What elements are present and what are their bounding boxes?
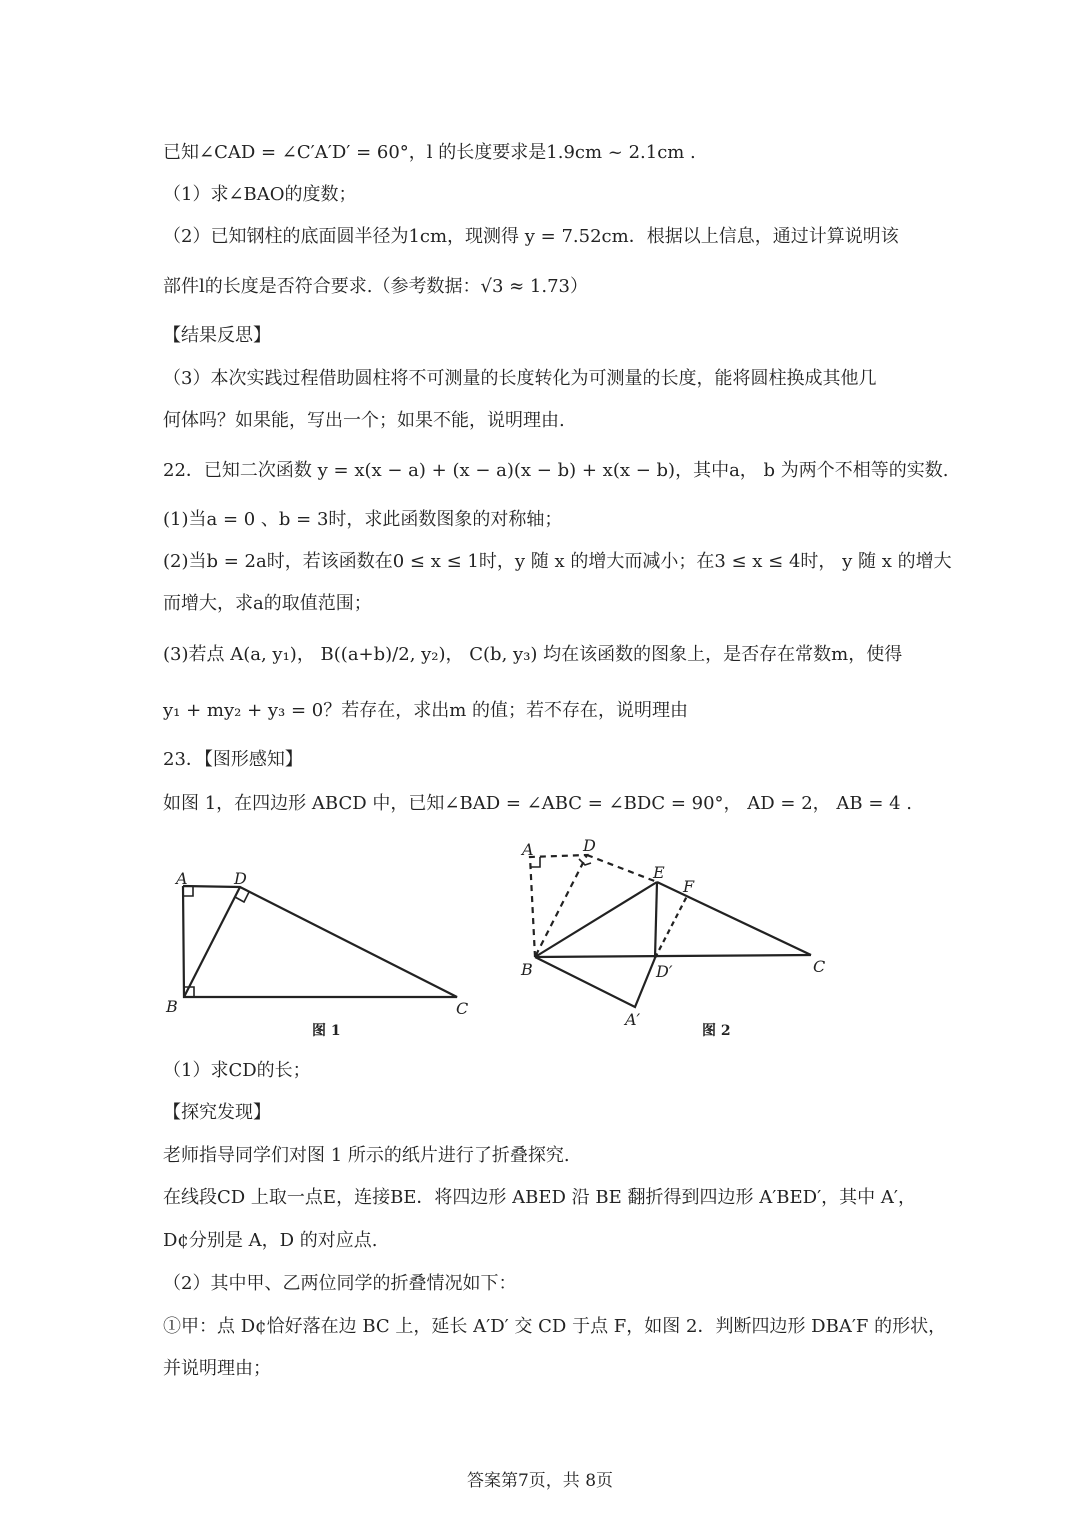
fig2-label-f: F — [683, 877, 695, 896]
fig2-label-e: E — [653, 863, 665, 882]
fig2-label-a: A — [522, 840, 534, 859]
text-line: 老师指导同学们对图 1 所示的纸片进行了折叠探究. — [163, 1145, 570, 1166]
text-line: 如图 1，在四边形 ABCD 中，已知∠BAD = ∠ABC = ∠BDC = 90°， AD = 2， AB = 4 . — [163, 793, 913, 814]
text-line: （1）求CD的长； — [163, 1060, 311, 1081]
text-line: (3)若点 A(a, y₁)， B((a+b)/2, y₂)， C(b, y₃) 均在该函数的图象上，是否存在常数m，使得 — [163, 644, 903, 665]
fig2-label-c: C — [813, 957, 826, 976]
text-line: （2）已知钢柱的底面圆半径为1cm，现测得 y = 7.52cm．根据以上信息，通过计算说明该 — [163, 226, 899, 247]
figure-2 — [515, 835, 845, 1045]
fig2-line-ed2 — [655, 882, 657, 958]
fig2-label-a-prime: A′ — [625, 1010, 641, 1029]
fig2-caption: 图 2 — [702, 1023, 731, 1039]
fig1-label-c: C — [456, 999, 469, 1018]
fig1-quad — [183, 886, 457, 997]
text-line: ①甲：点 D¢恰好落在边 BC 上，延长 A′D′ 交 CD 于点 F，如图 2．判断四边形 DBA′F 的形状， — [163, 1316, 947, 1337]
fig2-line-ec — [657, 882, 811, 955]
fig2-label-d-prime: D′ — [656, 962, 673, 981]
fig1-caption: 图 1 — [312, 1023, 341, 1039]
text-line: 在线段CD 上取一点E，连接BE．将四边形 ABED 沿 BE 翻折得到四边形 A′BED′，其中 A′， — [163, 1187, 916, 1208]
text-line: y₁ + my₂ + y₃ = 0？若存在，求出m 的值；若不存在，说明理由 — [163, 700, 689, 721]
fig2-label-d: D — [583, 836, 596, 855]
text-line: 部件l的长度是否符合要求.（参考数据：√3 ≈ 1.73） — [163, 276, 589, 297]
section-heading: 【结果反思】 — [163, 325, 271, 346]
fig1-label-d: D — [234, 869, 247, 888]
fig2-dashed-de — [587, 855, 657, 882]
text-line: （3）本次实践过程借助圆柱将不可测量的长度转化为可测量的长度，能将圆柱换成其他几 — [163, 368, 877, 389]
question-23-title: 23．【图形感知】 — [163, 749, 303, 770]
text-line: D¢分别是 A，D 的对应点. — [163, 1230, 378, 1251]
text-line: 而增大，求a的取值范围； — [163, 593, 372, 614]
text-line: (1)当a = 0 、b = 3时，求此函数图象的对称轴； — [163, 509, 563, 530]
fig2-line-ba2d2 — [535, 957, 655, 1007]
text-line: (2)当b = 2a时，若该函数在0 ≤ x ≤ 1时，y 随 x 的增大而减小；在3 ≤ x ≤ 4时， y 随 x 的增大 — [163, 551, 952, 572]
page-footer: 答案第7页，共 8页 — [466, 1471, 614, 1491]
fig2-right-angle-d — [579, 859, 591, 865]
text-line: 何体吗？如果能，写出一个；如果不能，说明理由. — [163, 410, 565, 431]
figure-1 — [160, 860, 500, 1045]
text-line: （2）其中甲、乙两位同学的折叠情况如下： — [163, 1273, 517, 1294]
fig2-line-d2f — [655, 896, 687, 958]
question-22-title: 22．已知二次函数 y = x(x − a) + (x − a)(x − b) + x(x − b)，其中a， b 为两个不相等的实数. — [163, 460, 949, 481]
fig1-diagonal-bd — [184, 887, 240, 997]
fig2-line-be — [535, 882, 657, 957]
section-heading: 【探究发现】 — [163, 1102, 271, 1123]
fig2-label-b: B — [521, 960, 533, 979]
text-line: 已知∠CAD = ∠C′A′D′ = 60°，l 的长度要求是1.9cm ~ 2.1cm . — [163, 142, 696, 163]
figure-1-svg — [160, 860, 500, 1045]
text-line: （1）求∠BAO的度数； — [163, 184, 357, 205]
fig2-line-bc — [535, 955, 811, 957]
figure-2-svg — [515, 835, 845, 1045]
text-line: 并说明理由； — [163, 1358, 271, 1379]
fig1-label-b: B — [166, 997, 178, 1016]
fig1-label-a: A — [176, 869, 188, 888]
